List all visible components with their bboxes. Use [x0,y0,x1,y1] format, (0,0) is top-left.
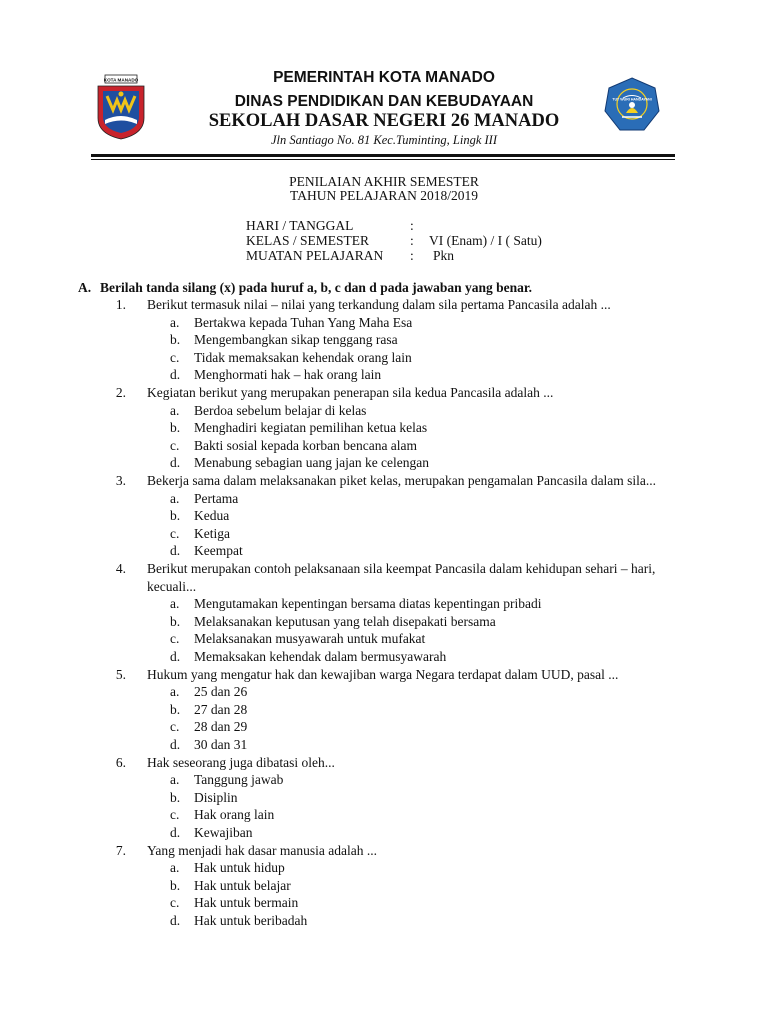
exam-title: PENILAIAN AKHIR SEMESTER [289,174,479,189]
option-text: Menghadiri kegiatan pemilihan ketua kelas [194,420,428,436]
option-letter[interactable]: b. [170,613,181,629]
option-text: Kedua [194,508,230,524]
option-letter[interactable]: a. [170,402,180,418]
info-label-subject: MUATAN PELAJARAN [246,248,384,263]
info-value-subject: Pkn [433,248,455,263]
option-letter[interactable]: b. [170,508,181,524]
option-letter[interactable]: d. [170,737,181,752]
option-letter[interactable]: a. [170,314,180,330]
option-text: Mengembangkan sikap tenggang rasa [194,332,398,348]
svg-text:TUT WURI HANDAYANI: TUT WURI HANDAYANI [612,97,652,102]
option-letter[interactable]: c. [170,525,180,541]
option-text: Menabung sebagian uang jajan ke celengan [194,455,430,471]
option-text: Hak orang lain [194,807,275,823]
question-number: 4. [115,561,126,576]
header-rule-thick [91,154,675,157]
option-text: 27 dan 28 [194,701,248,717]
info-label-day-date: HARI / TANGGAL [246,218,354,233]
option-text: Kewajiban [194,825,253,840]
question-text: kecuali... [147,578,197,594]
option-text: Keempat [194,543,243,559]
option-letter[interactable]: a. [170,490,180,506]
question-text: Berikut merupakan contoh pelaksanaan sila keempat Pancasila dalam kehidupan sehari – hari, [147,561,656,576]
option-text: Bertakwa kepada Tuhan Yang Maha Esa [194,314,413,330]
question-text: Hukum yang mengatur hak dan kewajiban warga Negara terdapat dalam UUD, pasal ... [147,666,619,682]
section-instruction: Berilah tanda silang (x) pada huruf a, b, c dan d pada jawaban yang benar. [100,280,532,295]
info-colon: : [410,218,414,233]
option-text: 28 dan 29 [194,719,248,735]
option-text: Tanggung jawab [194,772,284,788]
option-text: Hak untuk beribadah [194,913,308,928]
option-text: Tidak memaksakan kehendak orang lain [194,349,412,365]
question-text: Berikut termasuk nilai – nilai yang terkandung dalam sila pertama Pancasila adalah ... [147,297,611,312]
question-text: Hak seseorang juga dibatasi oleh... [147,754,335,770]
option-text: Hak untuk bermain [194,895,299,911]
info-colon: : [410,248,414,263]
option-text: Pertama [194,490,239,506]
question-text: Kegiatan berikut yang merupakan penerapan sila kedua Pancasila adalah ... [147,385,554,400]
section-letter: A. [78,280,92,295]
question-number: 3. [115,473,126,488]
option-letter[interactable]: c. [170,437,180,453]
option-text: Mengutamakan kepentingan bersama diatas kepentingan pribadi [194,596,542,612]
option-letter[interactable]: a. [170,684,180,700]
question-number: 2. [115,385,126,400]
option-text: Ketiga [194,525,230,541]
option-letter[interactable]: b. [170,420,181,436]
info-value-class-semester: VI (Enam) / I ( Satu) [429,233,542,248]
option-text: 25 dan 26 [194,684,248,700]
option-text: Menghormati hak – hak orang lain [194,367,382,383]
option-letter[interactable]: d. [170,649,181,664]
school-address: Jln Santiago No. 81 Kec.Tuminting, Lingk III [270,133,498,147]
option-text: Disiplin [194,789,238,805]
question-number: 6. [115,754,126,770]
option-text: Melaksanakan keputusan yang telah disepakati bersama [194,613,496,629]
option-letter[interactable]: c. [170,807,180,823]
option-letter[interactable]: b. [170,877,181,893]
option-letter[interactable]: d. [170,367,181,383]
option-text: Berdoa sebelum belajar di kelas [194,402,367,418]
option-letter[interactable]: b. [170,789,181,805]
header-rule-thin [91,159,675,160]
option-text: Hak untuk hidup [194,860,285,876]
government-name: PEMERINTAH KOTA MANADO [273,69,495,86]
option-letter[interactable]: a. [170,860,180,876]
option-letter[interactable]: c. [170,349,180,365]
option-text: Bakti sosial kepada korban bencana alam [194,437,418,453]
info-label-class-semester: KELAS / SEMESTER [246,233,370,248]
svg-text:KOTA MANADO: KOTA MANADO [103,77,139,83]
question-number: 7. [115,842,126,858]
option-text: Memaksakan kehendak dalam bermusyawarah [194,649,447,664]
option-text: Melaksanakan musyawarah untuk mufakat [194,631,426,647]
department-name: DINAS PENDIDIKAN DAN KEBUDAYAAN [234,93,534,110]
option-letter[interactable]: d. [170,455,181,471]
option-letter[interactable]: c. [170,631,180,647]
option-letter[interactable]: c. [170,895,180,911]
option-letter[interactable]: b. [170,332,181,348]
info-colon: : [410,233,414,248]
option-letter[interactable]: a. [170,772,180,788]
option-letter[interactable]: b. [170,701,181,717]
option-letter[interactable]: d. [170,543,181,559]
question-number: 1. [115,297,126,312]
option-letter[interactable]: d. [170,913,181,928]
exam-year: TAHUN PELAJARAN 2018/2019 [290,188,478,203]
school-name: SEKOLAH DASAR NEGERI 26 MANADO [208,111,560,131]
option-letter[interactable]: d. [170,825,181,840]
question-number: 5. [115,666,126,682]
option-letter[interactable]: c. [170,719,180,735]
option-text: 30 dan 31 [194,737,248,752]
question-text: Bekerja sama dalam melaksanakan piket kelas, merupakan pengamalan Pancasila dalam sila... [147,473,657,488]
option-text: Hak untuk belajar [194,877,291,893]
option-letter[interactable]: a. [170,596,180,612]
question-text: Yang menjadi hak dasar manusia adalah ... [147,842,377,858]
